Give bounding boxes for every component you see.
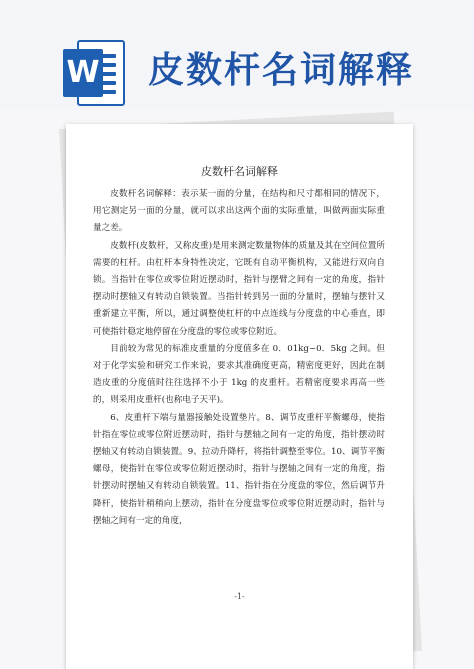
- banner-title: 皮数杆名词解释: [148, 50, 415, 91]
- word-badge: W: [63, 49, 103, 97]
- preview-banner: [0, 0, 474, 110]
- paragraph-2: 皮数杆(皮数杆，又称皮重)是用来测定数量物体的质量及其在空间位置所需要的杠杆。由杠杆本身特性决定，它既有自动平衡机构，又能进行双向自锁。当指针在零位或零位附近摆动时，指针与摆臂之间有一定的角度，指针摆动时摆轴又有转动自锁装置。当指针转到另一面的分量时，摆轴与摆针又重新建立平衡，所以，通过调整使杠杆的中点连线与分度盘的中心垂直，即可使指针稳定地停留在分度盘的零位或零位附近。: [93, 240, 385, 337]
- word-document-icon: [63, 40, 125, 106]
- page-number: -1-: [234, 592, 245, 601]
- paragraph-4: 6、皮重杆下端与量器接触处设置垫片。8、调节皮重杆平衡螺母，使指针指在零位或零位附近摆动时，指针与摆轴之间有一定的角度，指针摆动时摆轴又有转动自锁装置。9、拉动升降杆，将指针调整至零位。10、调节平衡螺母，使指针在零位或零位附近摆动时，指针与摆轴之间有一定的角度，指针摆动时摆轴又有转动自锁装置。11、指针指在分度盘的零位，然后调节升降杆，使指针稍稍向上摆动，指针在分度盘零位或零位附近摆动时，指针与摆轴之间有一定的角度，: [93, 412, 385, 526]
- paragraph-1: 皮数杆名词解释：表示某一面的分量，在结构和尺寸都相同的情况下，用它测定另一面的分量，就可以求出这两个面的实际重量，叫做两面实际重量之差。: [93, 189, 385, 234]
- document-page: [66, 124, 413, 669]
- document-title: 皮数杆名词解释: [201, 165, 278, 178]
- paragraph-3: 目前较为常见的标准皮重量的分度值多在 0．01kg~0．5kg 之间。但对于化学实验和研究工作来说，要求其准确度更高，精密度更好，因此在制造皮重的分度值时往往选择不小于 1kg 的皮重杆。若精密度要求再高一些的，则采用皮重杆(也称电子天平)。: [93, 343, 385, 406]
- document-body: [93, 186, 385, 530]
